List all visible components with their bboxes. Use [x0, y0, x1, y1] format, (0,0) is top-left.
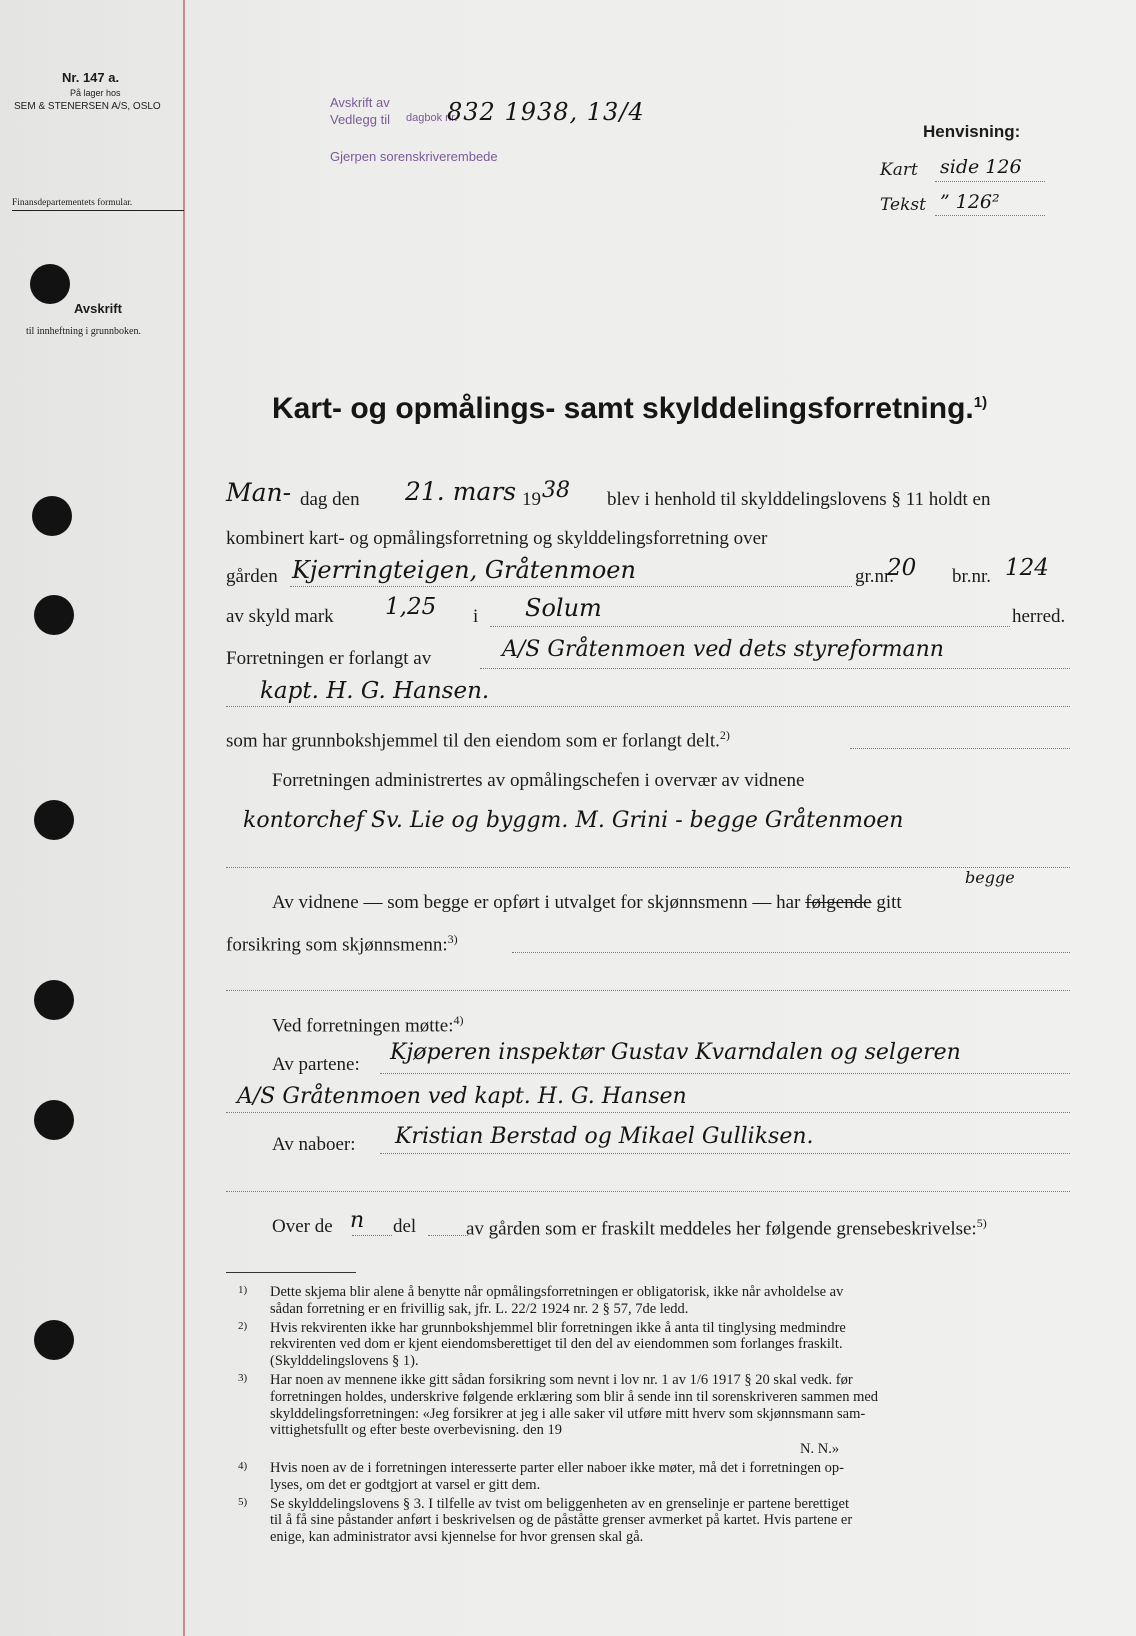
fill-line: [226, 990, 1070, 991]
footnote-line: skylddelingsforretningen: «Jeg forsikrer at jeg i alle saker vil utføre mitt hverv som skjønnsmann sam-: [270, 1405, 866, 1422]
stamp-line-1: Avskrift av: [330, 95, 390, 110]
footnote: [238, 1319, 1070, 1370]
footnote-ref: 3): [447, 932, 458, 946]
fill-line: [226, 1112, 1070, 1113]
hjemmel-sentence: som har grunnbokshjemmel til den eiendom som er forlangt delt.: [226, 730, 720, 752]
punch-hole: [34, 595, 74, 635]
fill-line: [380, 1153, 1070, 1154]
stamp-line-3: Gjerpen sorenskriverembede: [330, 149, 498, 164]
stamp-line-2: Vedlegg til: [330, 112, 390, 127]
partene-label: Av partene:: [272, 1054, 360, 1075]
vidnene-sentence: Av vidnene — som begge er opført i utvalget for skjønnsmenn — har: [272, 892, 801, 913]
copy-note: til innheftning i grunnboken.: [26, 326, 141, 337]
footnote-line: N. N.»: [800, 1441, 840, 1458]
footnote-number: 1): [238, 1284, 248, 1296]
witnesses-handwritten: kontorchef Sv. Lie og byggm. M. Grini - begge Gråtenmoen: [243, 808, 904, 833]
footnote-line: rekvirenten ved dom er kjent eiendomsberettiget til den del av eiendommen som forlanges fraskilt.: [270, 1336, 843, 1353]
margin-rule: [183, 0, 185, 1636]
forsikring-text: [226, 932, 458, 956]
footnote-number: 4): [238, 1459, 248, 1472]
footnote-line: Se skylddelingslovens § 3. I tilfelle av tvist om beliggenheten av en grenselinje er partene berettiget: [270, 1495, 850, 1512]
footnote: [238, 1459, 1070, 1494]
herred-handwritten: Solum: [525, 594, 602, 622]
footnote-number: 2): [238, 1319, 248, 1332]
footnote-line: til å få sine påstander anført i beskrivelsen og de påståtte grenser avmerket på kartet. Hvis partene er: [270, 1512, 853, 1529]
year-handwritten: 38: [542, 478, 570, 503]
footnote-line: Har noen av mennene ikke gitt sådan forsikring som nevnt i lov nr. 1 av 1/6 1917 § 20 skal vedk. før: [270, 1371, 853, 1388]
kart-label: Kart: [880, 160, 918, 180]
punch-hole: [32, 496, 72, 536]
brnr-handwritten: 124: [1005, 555, 1049, 581]
punch-hole: [30, 264, 70, 304]
grnr-label: gr.nr.: [855, 566, 895, 587]
footnote: [238, 1371, 1070, 1439]
footnotes: [238, 1284, 1070, 1548]
intro-line-2: kombinert kart- og opmålingsforretning og skylddelingsforretning over: [226, 528, 768, 549]
footnote-line: vittighetsfullt og efter beste overbevisning. den 19: [270, 1422, 562, 1439]
footnote-line: (Skylddelingslovens § 1).: [270, 1353, 419, 1370]
footnote-line: Dette skjema blir alene å benytte når opmålingsforretningen er obligatorisk, ikke når avholdelse av: [270, 1284, 844, 1300]
date-handwritten: 21. mars: [405, 477, 517, 506]
fill-line: [490, 626, 1010, 627]
footnote: [238, 1284, 1070, 1318]
naboer-label: Av naboer:: [272, 1134, 356, 1155]
over-handwritten: n: [350, 1208, 365, 1233]
farm-label: gården: [226, 566, 278, 587]
reference-heading: Henvisning:: [923, 122, 1021, 141]
over-sentence: av gården som er fraskilt meddeles her følgende grensebeskrivelse:: [466, 1218, 977, 1240]
dagbok-number: 832 1938, 13/4: [447, 98, 645, 126]
footnote-number: 5): [238, 1495, 248, 1508]
fill-line: [480, 668, 1070, 669]
footnote-line: enige, kan administrator avsi kjennelse for hvor grensen skal gå.: [270, 1529, 644, 1546]
year-prefix: 19: [522, 489, 541, 510]
footnote-line: Hvis noen av de i forretningen interesserte parter eller naboer ikke møter, må det i forretningen op-: [270, 1459, 844, 1476]
brnr-label: br.nr.: [952, 566, 992, 587]
fill-line: [850, 748, 1070, 749]
struck-word: følgende: [805, 892, 872, 913]
herred-label: herred.: [1012, 606, 1066, 627]
footnote-divider: [226, 1272, 356, 1273]
fill-line: [226, 867, 1070, 868]
footnote-line: lyses, om det er godtgjort at varsel er gitt dem.: [270, 1476, 541, 1493]
form-number: Nr. 147 a.: [62, 70, 120, 85]
punch-hole: [34, 800, 74, 840]
footnote: [270, 1441, 1070, 1458]
fill-line: [428, 1235, 468, 1236]
tekst-value: ” 126²: [940, 191, 1000, 213]
partene-handwritten-2: A/S Gråtenmoen ved kapt. H. G. Hansen: [237, 1084, 687, 1109]
vidnene-text: [272, 892, 902, 914]
date-prefix: dag den: [300, 489, 360, 510]
footnote-line: Hvis rekvirenten ikke har grunnbokshjemmel blir forretningen ikke å anta til tinglysing medmindre: [270, 1319, 846, 1336]
copy-title: Avskrift: [74, 301, 122, 316]
forsikring-sentence: forsikring som skjønnsmenn:: [226, 934, 448, 956]
fill-line: [226, 706, 1070, 707]
document-title: [272, 392, 987, 426]
farm-handwritten: Kjerringteigen, Gråtenmoen: [292, 556, 636, 584]
fill-line: [380, 1073, 1070, 1074]
skyld-handwritten: 1,25: [385, 594, 437, 620]
footnote-ref: 5): [976, 1216, 987, 1230]
punch-hole: [34, 1100, 74, 1140]
stamp-dagbok-label: dagbok nr.: [406, 112, 458, 124]
kart-value: side 126: [940, 156, 1022, 178]
printer-line-2: SEM & STENERSEN A/S, OSLO: [14, 101, 161, 112]
footnote-line: forretningen holdes, underskrive følgende erklæring som blir å sende inn til sorenskriveren sammen med: [270, 1388, 879, 1405]
printer-line-1: På lager hos: [70, 88, 121, 98]
requested-label: Forretningen er forlangt av: [226, 648, 432, 669]
over-text: [466, 1216, 987, 1240]
footnote: [238, 1495, 1070, 1546]
form-authority: Finansdepartementets formular.: [12, 198, 133, 208]
requested-handwritten-1: A/S Gråtenmoen ved dets styreformann: [502, 637, 944, 662]
fill-line: [352, 1235, 392, 1236]
fill-line: [290, 586, 852, 587]
partene-handwritten-1: Kjøperen inspektør Gustav Kvarndalen og selgeren: [390, 1040, 961, 1065]
grnr-handwritten: 20: [887, 555, 917, 581]
mote-sentence: Ved forretningen møtte:: [272, 1015, 454, 1037]
mote-text: [272, 1013, 464, 1037]
fill-line: [226, 1191, 1070, 1192]
divider: [12, 210, 184, 211]
footnote-ref: 4): [453, 1013, 464, 1027]
intro-text: blev i henhold til skylddelingslovens § 11 holdt en: [607, 489, 991, 510]
day-handwritten: Man-: [226, 478, 292, 507]
insert-handwritten: begge: [965, 868, 1015, 887]
requested-handwritten-2: kapt. H. G. Hansen.: [260, 678, 490, 704]
tekst-label: Tekst: [880, 195, 926, 215]
admin-text: Forretningen administrertes av opmålingschefen i overvær av vidnene: [272, 770, 805, 791]
over-del: del: [393, 1216, 417, 1237]
vidnene-end: gitt: [876, 892, 902, 913]
footnote-ref: 1): [973, 394, 988, 411]
fill-line: [512, 952, 1070, 953]
fill-line: [935, 215, 1045, 216]
punch-hole: [34, 980, 74, 1020]
fill-line: [935, 181, 1045, 182]
footnote-line: sådan forretning er en frivillig sak, jfr. L. 22/2 1924 nr. 2 § 57, 7de ledd.: [270, 1300, 689, 1317]
footnote-number: 3): [238, 1371, 248, 1384]
hjemmel-text: [226, 728, 730, 752]
skyld-label: av skyld mark: [226, 606, 334, 627]
left-margin: [0, 0, 183, 1636]
naboer-handwritten: Kristian Berstad og Mikael Gulliksen.: [395, 1124, 814, 1149]
over-prefix: Over de: [272, 1216, 333, 1237]
punch-hole: [34, 1320, 74, 1360]
footnote-ref: 2): [719, 728, 730, 742]
i-label: i: [473, 606, 479, 627]
title-text: Kart- og opmålings- samt skylddelingsforretning.: [272, 392, 974, 425]
